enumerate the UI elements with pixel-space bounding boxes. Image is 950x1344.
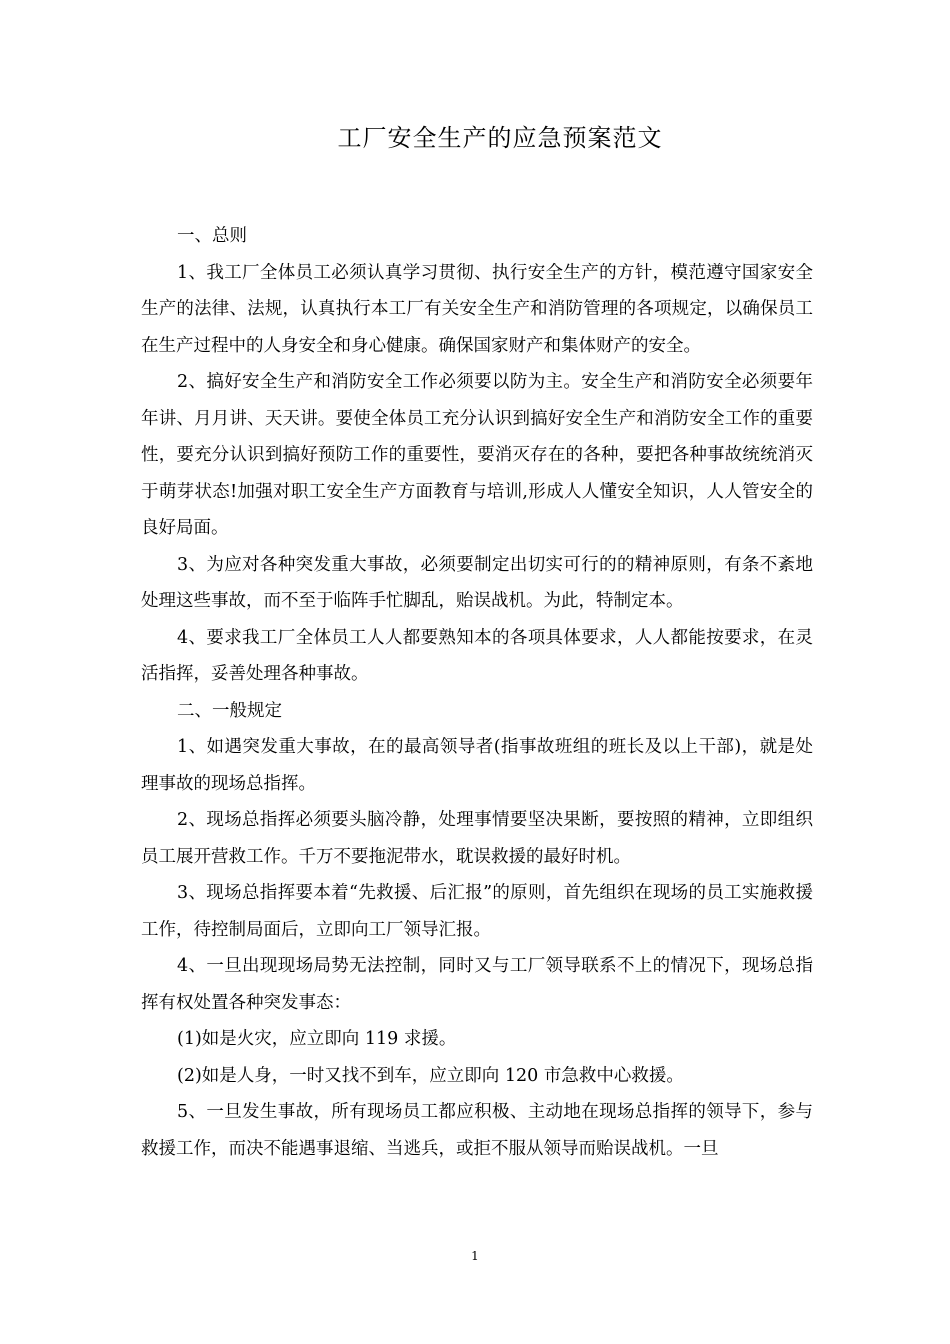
paragraph: 4、一旦出现现场局势无法控制，同时又与工厂领导联系不上的情况下，现场总指挥有权处置各种突发事态： xyxy=(141,956,813,1013)
paragraph: 3、现场总指挥要本着“先救援、后汇报”的原则，首先组织在现场的员工实施救援工作，待控制局面后，立即向工厂领导汇报。 xyxy=(141,883,813,940)
paragraph: 2、现场总指挥必须要头脑冷静，处理事情要坚决果断，要按照的精神，立即组织员工展开营救工作。千万不要拖泥带水，耽误救援的最好时机。 xyxy=(141,810,813,867)
paragraph: 3、为应对各种突发重大事故，必须要制定出切实可行的的精神原则，有条不紊地处理这些事故，而不至于临阵手忙脚乱，贻误战机。为此，特制定本。 xyxy=(141,554,813,611)
paragraph: 1、如遇突发重大事故，在的最高领导者(指事故班组的班长及以上干部)，就是处理事故的现场总指挥。 xyxy=(141,737,813,794)
document-title: 工厂安全生产的应急预案范文 xyxy=(337,124,663,152)
paragraph: 4、要求我工厂全体员工人人都要熟知本的各项具体要求，人人都能按要求，在灵活指挥，妥善处理各种事故。 xyxy=(141,627,813,684)
list-item: (2)如是人身，一时又找不到车，应立即向 120 市急救中心救援。 xyxy=(177,1065,684,1086)
section-heading: 二、一般规定 xyxy=(177,700,282,721)
paragraph: 5、一旦发生事故，所有现场员工都应积极、主动地在现场总指挥的领导下，参与救援工作，而决不能遇事退缩、当逃兵，或拒不服从领导而贻误战机。一旦 xyxy=(141,1102,813,1159)
document-body xyxy=(141,218,813,1167)
list-item: (1)如是火灾，应立即向 119 求援。 xyxy=(177,1029,457,1049)
paragraph: 2、搞好安全生产和消防安全工作必须要以防为主。安全生产和消防安全必须要年年讲、月月讲、天天讲。要使全体员工充分认识到搞好安全生产和消防安全工作的重要性，要充分认识到搞好预防工作的重要性，要消灭存在的各种，要把各种事故统统消灭于萌芽状态!加强对职工安全生产方面教育与培训,形成人人懂安全知识，人人管安全的良好局面。 xyxy=(141,372,813,538)
section-heading: 一、总则 xyxy=(177,226,247,246)
page-number: 1 xyxy=(471,1249,479,1263)
paragraph: 1、我工厂全体员工必须认真学习贯彻、执行安全生产的方针，模范遵守国家安全生产的法律、法规，认真执行本工厂有关安全生产和消防管理的各项规定，以确保员工在生产过程中的人身安全和身心健康。确保国家财产和集体财产的安全。 xyxy=(141,262,813,356)
